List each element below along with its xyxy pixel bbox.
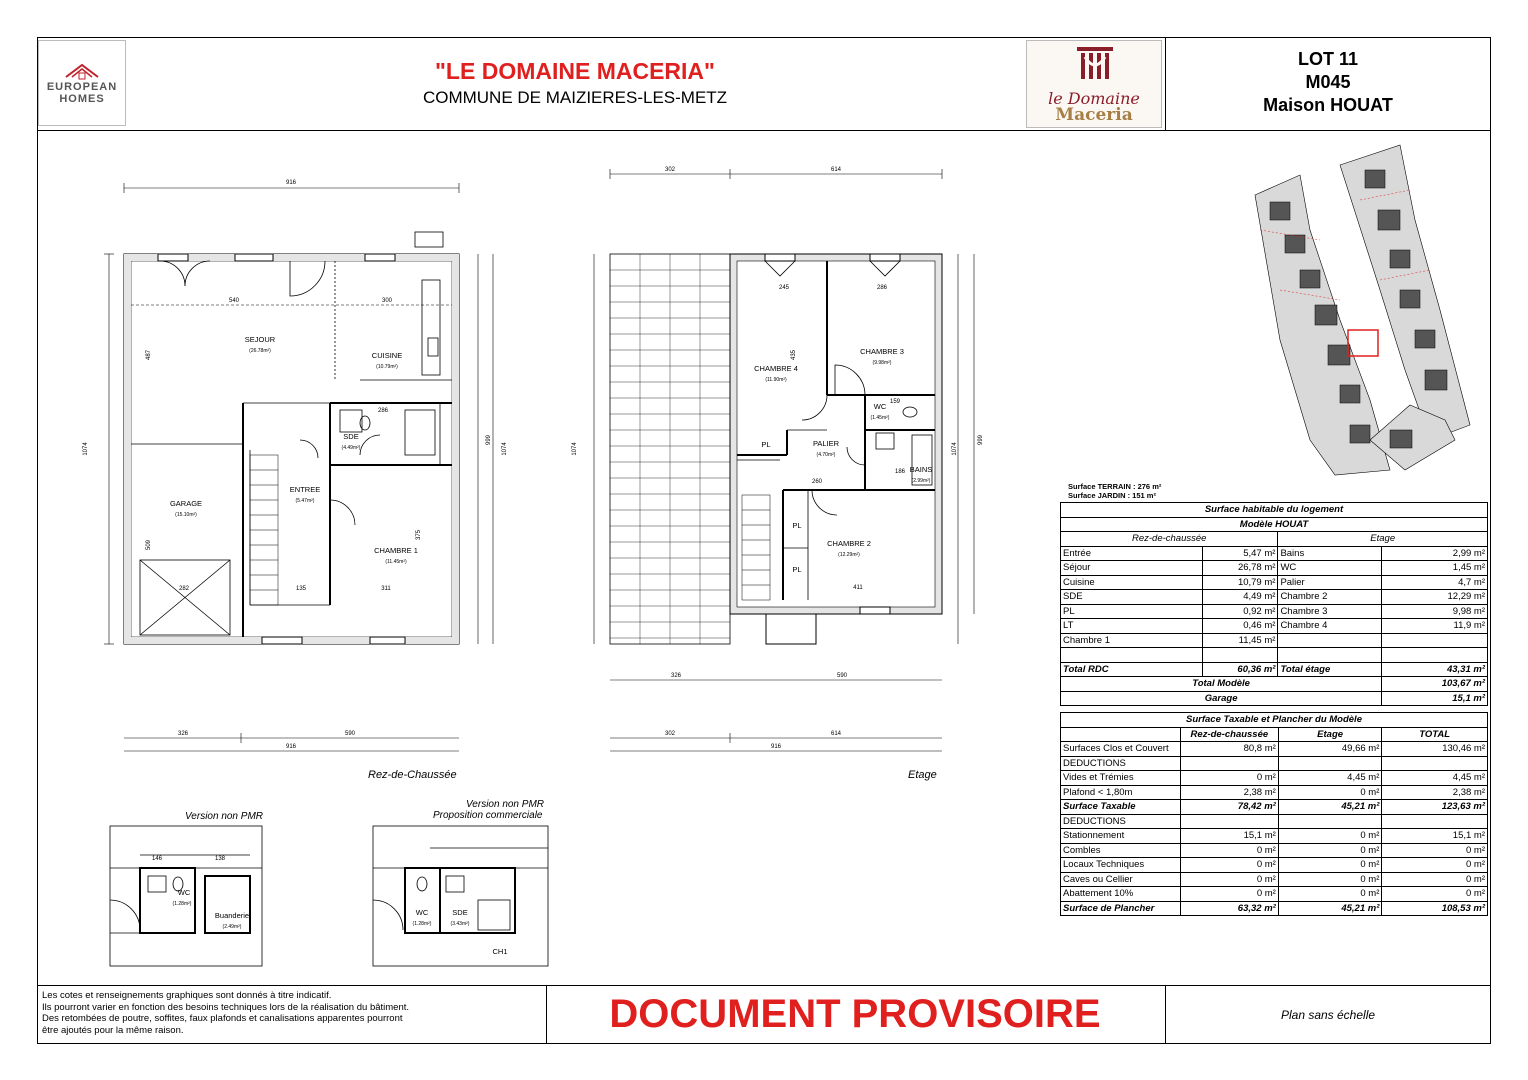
lot-highlight — [1348, 330, 1378, 356]
project-title: "LE DOMAINE MACERIA" — [435, 58, 715, 84]
dim-f-159: 159 — [889, 399, 901, 405]
variant2-ch1: CH1 — [492, 947, 508, 956]
dim-g-right1: 999 — [486, 434, 492, 446]
surface-jardin: Surface JARDIN : 151 m² — [1068, 491, 1156, 500]
table1-col-etage: Etage — [1278, 532, 1488, 547]
room-chambre-4-area: (11.90m²) — [765, 377, 787, 383]
room-sejour-area: (26.78m²) — [249, 348, 271, 354]
room-chambre-2: CHAMBRE 2 — [827, 539, 871, 548]
brand-line-2: HOMES — [59, 93, 105, 105]
variant1-wc-area: (1.28m²) — [172, 901, 192, 907]
room-entree: ENTREE — [289, 485, 321, 494]
room-bains: BAINS — [909, 465, 933, 474]
table-row: Stationnement 15,1 m² 0 m² 15,1 m² — [1061, 829, 1488, 844]
room-garage: GARAGE — [169, 499, 203, 508]
dim-f-top2: 614 — [830, 167, 842, 173]
ground-floor-label: Rez-de-Chaussée — [368, 769, 457, 781]
table-row: LT 0,46 m² Chambre 4 11,9 m² — [1061, 619, 1488, 634]
variant2-wc-area: (1.28m²) — [412, 921, 432, 927]
room-sejour: SEJOUR — [244, 335, 276, 344]
room-palier-area: (4.70m²) — [816, 452, 836, 458]
dim-g-left: 1074 — [83, 442, 89, 456]
ground-floor-plan — [104, 183, 493, 751]
dim-f-bot2: 590 — [836, 673, 848, 679]
variant2-wc: WC — [415, 908, 429, 917]
upper-floor-plan — [594, 169, 974, 751]
dim-f-bot4: 614 — [830, 731, 842, 737]
table-row: SDE 4,49 m² Chambre 2 12,29 m² — [1061, 590, 1488, 605]
dim-g-375: 375 — [416, 529, 422, 541]
project-subtitle: COMMUNE DE MAIZIERES-LES-METZ — [422, 88, 728, 107]
table-row: Combles 0 m² 0 m² 0 m² — [1061, 843, 1488, 858]
dim-f-245: 245 — [778, 285, 790, 291]
table1-model: Modèle HOUAT — [1061, 517, 1488, 532]
dim-g-right2: 1074 — [502, 442, 508, 456]
taxable-area-table: Surface Taxable et Plancher du Modèle Rez-de-chaussée Etage TOTAL Surfaces Clos et Couvert 80,8 m² 49,66 m² 130,46 m² DEDUCTIONS Vides et Trémies 0 m² 4,45 m² 4,45 m² Plafond < 1,80m 2,38 m² 0 m² 2,38 m² Surface Taxable 78,42 m² 45,21 m² 123,63 m² DEDUCTIONS Stationnement 15,1 m² 0 m² 15,1 m² Combles 0 m² 0 m² 0 m² Locaux Techniques 0 m² 0 m² 0 m² Caves ou Cellier 0 m² 0 m² 0 m² Abattement 10% 0 m² 0 m² 0 m² Surface de Plancher 63,32 m² 45,21 m² 108,53 m² — [1060, 712, 1488, 916]
table-row-garage: Garage 15,1 m² — [1061, 691, 1488, 706]
variant1-buanderie-area: (2.49m²) — [222, 924, 242, 930]
dim-g-509: 509 — [146, 539, 152, 551]
dim-f-435: 435 — [791, 349, 797, 361]
room-chambre-1-area: (11.45m²) — [385, 559, 407, 565]
lot-info — [1168, 48, 1488, 117]
room-chambre-3: CHAMBRE 3 — [860, 347, 904, 356]
dim-f-bot1: 326 — [670, 673, 682, 679]
dim-g-bot2: 590 — [344, 731, 356, 737]
room-chambre-2-area: (12.29m²) — [838, 552, 860, 558]
table-row: Surface Taxable 78,42 m² 45,21 m² 123,63 m² — [1061, 800, 1488, 815]
room-chambre-3-area: (9.98m²) — [872, 360, 892, 366]
variant2-sde: SDE — [452, 908, 468, 917]
room-chambre-1: CHAMBRE 1 — [374, 546, 418, 555]
dim-f-top1: 302 — [664, 167, 676, 173]
lot-number: LOT 11 — [1297, 49, 1359, 69]
table-row: Caves ou Cellier 0 m² 0 m² 0 m² — [1061, 872, 1488, 887]
dim-f-bot-total: 916 — [770, 744, 782, 750]
table1-col-rdc: Rez-de-chaussée — [1061, 532, 1278, 547]
room-chambre-4: CHAMBRE 4 — [754, 364, 798, 373]
table-row: Surfaces Clos et Couvert 80,8 m² 49,66 m² 130,46 m² — [1061, 742, 1488, 757]
variant1-label: Version non PMR — [185, 811, 263, 822]
room-pl-2: PL — [792, 521, 802, 530]
table-row: Plafond < 1,80m 2,38 m² 0 m² 2,38 m² — [1061, 785, 1488, 800]
model-code: M045 — [1305, 72, 1351, 92]
dim-f-right1: 1074 — [952, 442, 958, 456]
dim-v-146: 146 — [151, 856, 163, 862]
dim-v-138: 138 — [214, 856, 226, 862]
dim-g-487: 487 — [146, 349, 152, 361]
table-row-total-model: Total Modèle 103,67 m² — [1061, 677, 1488, 692]
room-garage-area: (15.10m²) — [175, 512, 197, 518]
table-row: Séjour 26,78 m² WC 1,45 m² — [1061, 561, 1488, 576]
room-sde-area: (4.49m²) — [341, 445, 361, 451]
table-row: Vides et Trémies 0 m² 4,45 m² 4,45 m² — [1061, 771, 1488, 786]
footer-divider — [37, 985, 1491, 986]
room-bains-area: (2.99m²) — [911, 478, 931, 484]
surface-terrain: Surface TERRAIN : 276 m² — [1068, 482, 1162, 491]
table-row: Locaux Techniques 0 m² 0 m² 0 m² — [1061, 858, 1488, 873]
dim-f-right2: 999 — [978, 434, 984, 446]
table2-title: Surface Taxable et Plancher du Modèle — [1061, 713, 1488, 728]
table-row: PL 0,92 m² Chambre 3 9,98 m² — [1061, 604, 1488, 619]
table-row — [1061, 648, 1488, 663]
terrain-surfaces — [1068, 482, 1161, 500]
variant1-wc: WC — [177, 888, 191, 897]
room-wc: WC — [873, 402, 887, 411]
table-row: Cuisine 10,79 m² Palier 4,7 m² — [1061, 575, 1488, 590]
dim-g-bot1: 326 — [177, 731, 189, 737]
table-row: Abattement 10% 0 m² 0 m² 0 m² — [1061, 887, 1488, 902]
header-column-divider — [1165, 37, 1166, 130]
room-cuisine: CUISINE — [371, 351, 403, 360]
room-wc-area: (1.45m²) — [870, 415, 890, 421]
footer-column-divider-2 — [1165, 985, 1166, 1044]
table-row: Chambre 1 11,45 m² — [1061, 633, 1488, 648]
dim-g-top: 916 — [285, 180, 297, 186]
disclaimer-note: Les cotes et renseignements graphiques sont donnés à titre indicatif. Ils pourront varier en fonction des besoins techniques lors de la réalisation du bâtiment. Des retombées de poutre, soffites, faux plafonds et canalisations apparentes pourront être ajoutés pour la même raison. — [42, 990, 410, 1036]
table-row: Entrée 5,47 m² Bains 2,99 m² — [1061, 546, 1488, 561]
dim-f-bot3: 302 — [664, 731, 676, 737]
dim-f-left: 1074 — [572, 442, 578, 456]
room-sde: SDE — [343, 432, 359, 441]
footer-column-divider-1 — [546, 985, 547, 1044]
table-row: DEDUCTIONS — [1061, 756, 1488, 771]
dim-g-135: 135 — [295, 586, 307, 592]
dim-f-411: 411 — [853, 585, 863, 591]
logo-name: Maceria — [1055, 105, 1133, 125]
variant2-label-1: Version non PMR — [466, 799, 544, 810]
table-row: DEDUCTIONS — [1061, 814, 1488, 829]
room-cuisine-area: (10.79m²) — [376, 364, 398, 370]
dim-g-bot-total: 916 — [285, 744, 297, 750]
variant-2-plan — [373, 826, 548, 966]
house-name: Maison HOUAT — [1263, 95, 1393, 115]
dim-g-540: 540 — [228, 298, 240, 304]
variant2-label-2: Proposition commerciale — [433, 810, 543, 821]
variant1-buanderie: Buanderie — [214, 911, 250, 920]
room-pl-3: PL — [792, 565, 802, 574]
table1-title: Surface habitable du logement — [1061, 503, 1488, 518]
dim-f-286: 286 — [876, 285, 888, 291]
logo-script: le Domaine — [1048, 89, 1140, 108]
table-row-total: Total RDC 60,36 m² Total étage 43,31 m² — [1061, 662, 1488, 677]
room-palier: PALIER — [812, 439, 840, 448]
dim-g-286: 286 — [377, 408, 389, 414]
variant2-sde-area: (3.43m²) — [450, 921, 470, 927]
upper-floor-label: Etage — [908, 769, 937, 781]
dim-f-260: 260 — [811, 479, 823, 485]
scale-note: Plan sans échelle — [1280, 1008, 1376, 1022]
columns-icon — [1073, 43, 1117, 87]
room-entree-area: (5.47m²) — [295, 498, 315, 504]
dim-g-282: 282 — [178, 586, 190, 592]
brand-line-1: EUROPEAN — [46, 81, 118, 93]
living-area-table — [1060, 502, 1488, 706]
dim-g-311: 311 — [381, 586, 391, 592]
table-row: Surface de Plancher 63,32 m² 45,21 m² 108,53 m² — [1061, 901, 1488, 916]
dim-f-186: 186 — [894, 469, 906, 475]
site-plan-map — [1240, 140, 1490, 480]
dim-g-300: 300 — [381, 298, 393, 304]
room-pl-1: PL — [761, 440, 771, 449]
provisional-stamp: DOCUMENT PROVISOIRE — [609, 992, 1101, 1036]
